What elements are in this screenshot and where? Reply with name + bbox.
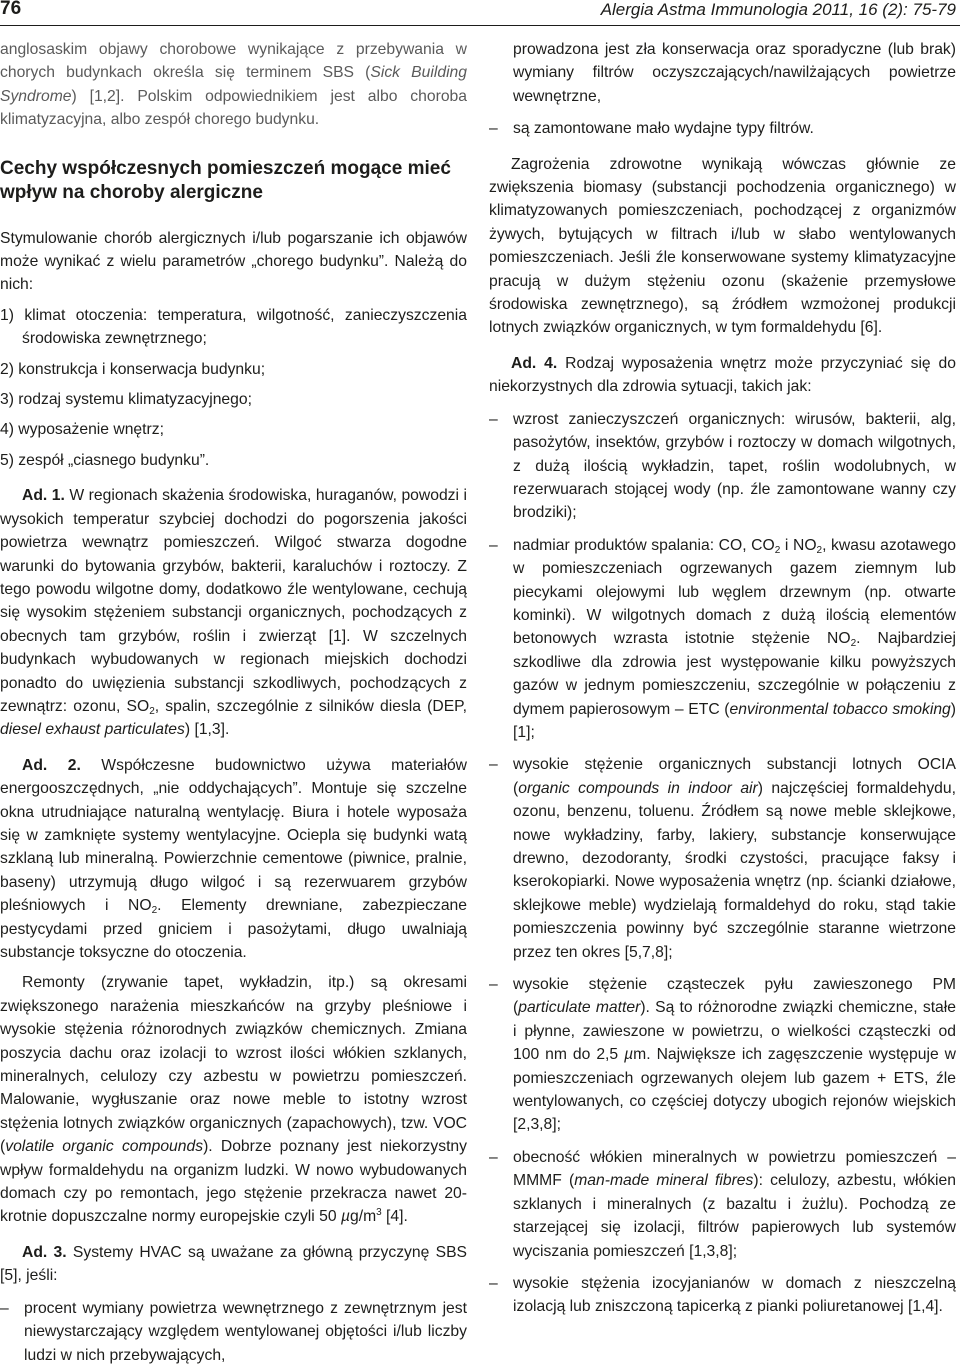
dash-list-item: – wysokie stężenie organicznych substancji lotnych OCIA (organic compounds in indoor air) najczęściej formaldehydu, ozonu, benzenu, toluenu. Źródłem są nowe meble sklejkowe, nowe wykładziny, farby, lakiery, substancje konserwujące drewno, dezodoranty, środki czystości, pracujące faksy i kserokopiarki. Nowe wyposażenia wnętrz (np. ścianki działowe, sklejkowe meble) wydzielają formaldehyd do roku, stąd takie pomieszczenia powinny być szczególnie staranne wietrzone przez ten okres [5,7,8]; [489,753,956,964]
dash-list-item: prowadzona jest zła konserwacja oraz sporadyczne (lub brak) wymiany filtrów oczyszczających/nawilżających powietrze wewnętrzne, [513,41,956,105]
dash-bullet: – [489,410,498,428]
section-heading: Cechy współczesnych pomieszczeń mogące mieć wpływ na choroby alergiczne [0,157,451,203]
threats-paragraph: Zagrożenia zdrowotne wynikają wówczas głównie ze zwiększenia biomasy (substancji pochodzenia organicznego) w klimatyzowanych pomieszczeniach, pochodzącej z organizmów żywych, bytujących w filtrach i/lub w słabo wentylowanych pomieszczeniach. Jeśli źle konserwowane systemy klimatyzacyjne pracują w dużym stężeniu ozonu (skażenie przemysłowe środowiska zewnętrznego), są źródłem wzmożonej produkcji lotnych związków organicznych, w tym formaldehydu [6]. [489,155,956,337]
parameters-list [0,304,467,472]
dash-list-item: – obecność włókien mineralnych w powietrzu pomieszczeń – MMMF (man-made mineral fibres): celulozy, azbestu, włókien szklanych i mineralnych (z bazaltu i żużlu). Pochodzą ze starzejącej się izolacji, filtrów papierowych lub systemów wyciszania pomieszczeń [1,3,8]; [489,1146,956,1263]
ad4-paragraph: Ad. 4. Rodzaj wyposażenia wnętrz może przyczyniać się do niekorzystnych dla zdrowia sytuacji, takich jak: [489,354,956,396]
ad2-paragraph: Ad. 2. Współczesne budownictwo używa materiałów energooszczędnych, „nie oddychających”. Montuje się szczelne okna utrudniające naturalną wentylację. Biura i hotele wyposaża się w zamknięte systemy wentylacyjne. Ociepla się budynki watą szklaną lub mineralną. Powierzchnie cementowe (piwnice, pralnie, baseny) utrzymują długo wilgoć i są rezerwuarem grzybów pleśniowych i $NO_2$. Elementy drewniane, zabezpieczane pestycydami przed gniciem i pasożytami, długo uwalniają substancje toksyczne do otoczenia. [0,756,467,961]
dash-bullet: – [489,756,498,774]
intro-paragraph: anglosaskim objawy chorobowe wynikające z przebywania w chorych budynkach określa się terminem SBS (Sick Building Syndrome) [1,2]. Polskim odpowiednikiem jest albo choroba klimatyzacyjna, albo zespół chorego budynku. [0,41,468,129]
dash-bullet: – [489,536,498,554]
ad3-label: Ad. 3. [22,1243,67,1261]
ad1-label: Ad. 1. [22,487,65,505]
right-column [489,38,956,1319]
dash-list-item: – nadmiar produktów spalania: CO, $CO_2$ i $NO_2$, kwasu azotawego w pomieszczeniach ogrzewanych gazem ziemnym lub piecykami olejowymi lub węglem drzewnym (np. otwarte kominki). W wilgotnych domach z dużą ilością elementów betonowych wzrasta istotnie stężenie $NO_2$. Najbardziej szkodliwe dla zdrowia jest występowanie kilku powyższych gazów w jednym pomieszczeniu, szczególnie w połączeniu z dymem papierosowym – ETC (environmental tobacco smoking) [1]; [489,534,956,745]
dash-bullet: – [0,1299,9,1317]
ad2-label: Ad. 2. [22,756,81,774]
page-number: 76 [0,0,22,19]
ad3-paragraph: Ad. 3. Systemy HVAC są uważane za główną przyczynę SBS [5], jeśli: [0,1243,468,1285]
left-column [0,38,467,1367]
page-header [0,0,960,26]
list-item: 1) klimat otoczenia: temperatura, wilgotność, zanieczyszczenia środowiska zewnętrznego; [0,306,467,348]
dash-bullet: – [489,976,498,994]
dash-list-item: – procent wymiany powietrza wewnętrznego z zewnętrznym jest niewystarczający względem wentylowanej objętości i/lub liczby ludzi w nich przebywających, [0,1297,467,1367]
list-item: 4) wyposażenie wnętrz; [0,421,164,439]
dash-list-item: – wysokie stężenia izocyjanianów w domach z nieszczelną izolacją lub zniszczoną tapicerką z pianki poliuretanowej [1,4]. [489,1272,956,1319]
list-item: 2) konstrukcja i konserwacja budynku; [0,360,266,378]
dash-list-item: – wzrost zanieczyszczeń organicznych: wirusów, bakterii, alg, pasożytów, insektów, grzybów i roztoczy w domach wilgotnych, z dużą ilością wykładzin, tapet, roślin wodolubnych, w rezerwuarach stojącej wody (np. źle zamontowane wanny czy brodziki); [489,408,956,525]
dash-list-item: – wysokie stężenie cząsteczek pyłu zawieszonego PM (particulate matter). Są to różnorodne związki chemiczne, stałe i płynne, zawieszone w powietrzu, o wielkości cząsteczki od 100 nm do 2,5 µm. Największe ich zagęszczenie występuje w pomieszczeniach ogrzewanych olejem lub gazem + ETS, źle wentylowanych, co częściej dotyczy ubogich rejonów wiejskich [2,3,8]; [489,973,956,1137]
renovation-paragraph: Remonty (zrywanie tapet, wykładzin, itp.) są okresami zwiększonego narażenia mieszkańców na grzyby pleśniowe i wysokie stężenia różnorodnych związków chemicznych. Zmiana poszycia dachu oraz izolacji to wzrost ilości włókien szklanych, mineralnych, celulozy czy azbestu w powietrzu pomieszczeń. Malowanie, wygłuszanie oraz nowe meble to istotny wzrost stężenia lotnych związków organicznych (zapachowych), tzw. VOC (volatile organic compounds). Dobrze poznany jest niekorzystny wpływ formaldehydu na organizm ludzki. W nowo wybudowanych domach czy po remontach, jego stężenie przekracza nawet 20-krotnie dopuszczalne normy europejskie czyli 50 $\mu g/m^3$ [4]. [0,974,467,1226]
dash-list-item: – są zamontowane mało wydajne typy filtrów. [489,117,956,140]
dash-bullet: – [489,120,498,138]
ad1-paragraph: Ad. 1. W regionach skażenia środowiska, huraganów, powodzi i wysokich temperatur szybciej dochodzi do pogorszenia jakości powietrza wewnątrz pomieszczeń. Wilgoć stwarza dogodne warunki do bytowania grzybów, bakterii, karaluchów i roztoczy. Z tego powodu wilgotne domy, dodatkowo źle wentylowane, cechują się wysokim stężeniem substancji organicznych, pochodzących z obecnych tam grzybów, roślin i zwierząt [1]. W szczelnych budynkach wybudowanych w regionach miejskich dochodzi ponadto do uwięzienia substancji szkodliwych, pochodzących z zewnątrz: ozonu, $SO_2$, spalin, szczególnie z silników diesla (DEP, diesel exhaust particulates) [1,3]. [0,487,468,739]
list-item: 3) rodzaj systemu klimatyzacyjnego; [0,391,252,409]
ad4-label: Ad. 4. [511,354,558,372]
list-item: 5) zespół „ciasnego budynku”. [0,451,210,469]
dash-bullet: – [489,1148,498,1166]
header-rule [0,25,960,26]
journal-title: Alergia Astma Immunologia 2011, 16 (2): 75-79 [600,0,956,19]
lead-paragraph: Stymulowanie chorób alergicznych i/lub pogarszanie ich objawów może wynikać z wielu parametrów „chorego budynku”. Należą do nich: [0,229,467,294]
dash-bullet: – [489,1274,498,1292]
